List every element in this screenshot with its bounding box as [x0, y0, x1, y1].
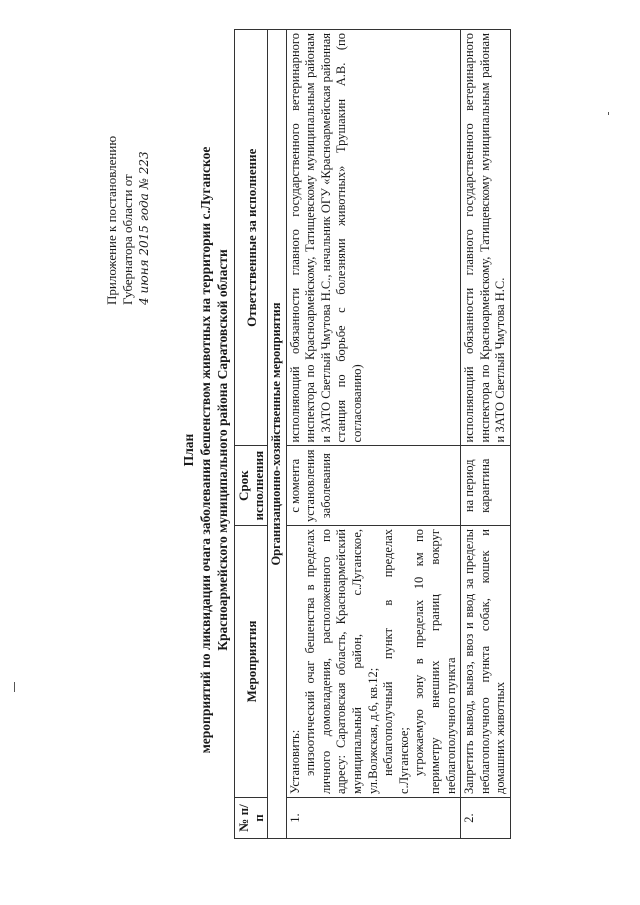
- row-2-number: 2.: [461, 798, 511, 839]
- plan-subtitle-1: мероприятий по ликвидации очага заболевания бешенством животных на территории с.Луганское: [198, 146, 213, 754]
- table-row: [286, 30, 461, 839]
- scan-mark-1: [14, 682, 15, 692]
- header-number: № п/п: [235, 798, 268, 839]
- row-2-measure: Запретить вывод, вывоз, ввоз и ввод за пределы неблагополучного пункта собак, кошек и домашних животных: [461, 526, 511, 798]
- document-title: [180, 35, 231, 865]
- appendix-line-2: Губернатора области от: [120, 174, 135, 305]
- row-1-measure-p1: Установить:: [287, 729, 302, 794]
- header-measures: Мероприятия: [235, 526, 268, 798]
- appendix-note: [104, 25, 152, 305]
- appendix-date: [136, 25, 152, 305]
- row-1-responsible: исполняющий обязанности главного государственного ветеринарного инспектора по Красноармейскому, Татищевскому муниципальным районам и ЗАТО Светлый Чмутова Н.С., начальник ОГУ «Красноармейская районная станция по борьбе с болезнями животных» Трушакин А.В. (по согласованию): [286, 30, 461, 446]
- header-responsible: Ответственные за исполнение: [235, 30, 268, 446]
- header-term: Срок исполнения: [235, 446, 268, 526]
- row-1-measure-p2: эпизоотический очаг бешенства в пределах личного домовладения, расположенного по адресу: Саратовская область, Красноармейский муниципальный район, с.Луганское, ул.Волжская, д.6, кв.12;: [303, 529, 380, 794]
- row-1-measure-p4: угрожаемую зону в пределах 10 км по периметру внешних границ вокруг неблагополучного пункта: [412, 529, 458, 794]
- section-title: Организационно-хозяйственные мероприятия: [268, 30, 287, 839]
- row-2-term: на период карантина: [461, 446, 511, 526]
- row-1-term: с момента установления заболевания: [286, 446, 461, 526]
- plan-subtitle-2: Красноармейского муниципального района Саратовской области: [215, 249, 230, 651]
- row-1-number: 1.: [286, 798, 461, 839]
- appendix-line-1: Приложение к постановлению: [104, 135, 119, 305]
- row-2-responsible: исполняющий обязанности главного государственного ветеринарного инспектора по Красноармейскому, Татищевскому муниципальным районам и ЗАТО Светлый Чмутова Н.С.: [461, 30, 511, 446]
- plan-heading: План: [181, 433, 196, 467]
- row-1-measure: [286, 526, 461, 798]
- table-row: [461, 30, 511, 839]
- section-row: [268, 30, 287, 839]
- scan-mark-2: [608, 112, 609, 115]
- appendix-date-text: 4 июня 2015 года № 223: [137, 151, 151, 305]
- table-header-row: [235, 30, 268, 839]
- row-1-measure-p3: неблагополучный пункт в пределах с.Луганское;: [381, 529, 411, 794]
- plan-table: [234, 29, 511, 839]
